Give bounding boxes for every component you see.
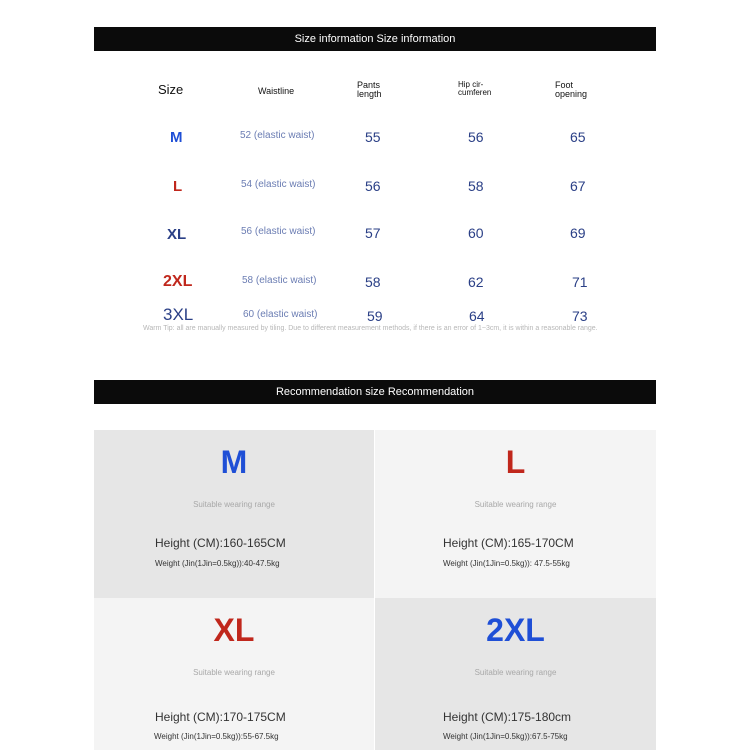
row-hip-l: 58 [468, 178, 484, 194]
row-size-xl: XL [167, 226, 187, 243]
row-pants-m: 55 [365, 129, 381, 145]
size-information-title: Size information Size information [294, 33, 456, 45]
header-foot-line1: Foot [555, 80, 574, 90]
row-hip-2xl: 62 [468, 274, 484, 290]
header-hip-line2: cumferen [458, 88, 492, 97]
card-m [94, 430, 374, 598]
card-height-l: Height (CM):165-170CM [443, 536, 574, 550]
card-weight-m: Weight (Jin(1Jin=0.5kg)):40-47.5kg [155, 559, 280, 568]
size-information-banner [94, 27, 656, 51]
row-waist-xl: 56 (elastic waist) [241, 226, 316, 237]
card-size-xl: XL [213, 612, 255, 648]
header-pants-line1: Pants [357, 80, 381, 90]
card-l [375, 430, 656, 598]
row-hip-m: 56 [468, 129, 484, 145]
row-size-m: M [170, 129, 183, 146]
row-waist-3xl: 60 (elastic waist) [243, 309, 318, 320]
row-hip-3xl: 64 [469, 308, 485, 324]
row-foot-2xl: 71 [572, 274, 588, 290]
row-foot-l: 67 [570, 178, 586, 194]
row-foot-xl: 69 [570, 225, 586, 241]
header-hip-line1: Hip cir- [458, 80, 484, 89]
header-waistline: Waistline [258, 86, 295, 96]
card-range-m: Suitable wearing range [193, 500, 275, 509]
header-pants-length [357, 81, 382, 99]
row-pants-2xl: 58 [365, 274, 381, 290]
card-weight-l: Weight (Jin(1Jin=0.5kg)): 47.5-55kg [443, 559, 570, 568]
card-height-xl: Height (CM):170-175CM [155, 710, 286, 724]
recommendation-title: Recommendation size Recommendation [275, 386, 475, 398]
row-size-l: L [173, 178, 183, 195]
header-foot-line2: opening [555, 89, 588, 99]
row-foot-3xl: 73 [572, 308, 588, 324]
row-hip-xl: 60 [468, 225, 484, 241]
card-height-m: Height (CM):160-165CM [155, 536, 286, 550]
card-2xl [375, 598, 656, 750]
row-pants-xl: 57 [365, 225, 381, 241]
row-pants-l: 56 [365, 178, 381, 194]
card-size-m: M [220, 444, 248, 480]
row-waist-l: 54 (elastic waist) [241, 179, 316, 190]
card-xl [94, 598, 374, 750]
card-weight-2xl: Weight (Jin(1Jin=0.5kg)):67.5-75kg [443, 732, 568, 741]
header-hip [458, 81, 491, 97]
card-range-l: Suitable wearing range [474, 500, 557, 509]
card-height-2xl: Height (CM):175-180cm [443, 710, 572, 724]
card-range-2xl: Suitable wearing range [474, 668, 557, 677]
row-pants-3xl: 59 [367, 308, 383, 324]
header-pants-line2: length [357, 89, 382, 99]
row-waist-m: 52 (elastic waist) [240, 130, 315, 141]
header-size: Size [158, 82, 184, 97]
card-size-l: L [505, 444, 526, 480]
recommendation-banner [94, 380, 656, 404]
card-size-2xl: 2XL [486, 612, 545, 648]
row-size-2xl: 2XL [163, 273, 193, 290]
warm-tip: Warm Tip: all are manually measured by tiling. Due to different measurement methods, if there is an error of 1~3cm, it is within a reasonable range. [143, 325, 598, 332]
header-foot-opening [555, 81, 587, 99]
row-size-3xl: 3XL [163, 305, 194, 324]
row-foot-m: 65 [570, 129, 586, 145]
card-range-xl: Suitable wearing range [193, 668, 275, 677]
card-weight-xl: Weight (Jin(1Jin=0.5kg)):55-67.5kg [154, 732, 279, 741]
row-waist-2xl: 58 (elastic waist) [242, 275, 317, 286]
